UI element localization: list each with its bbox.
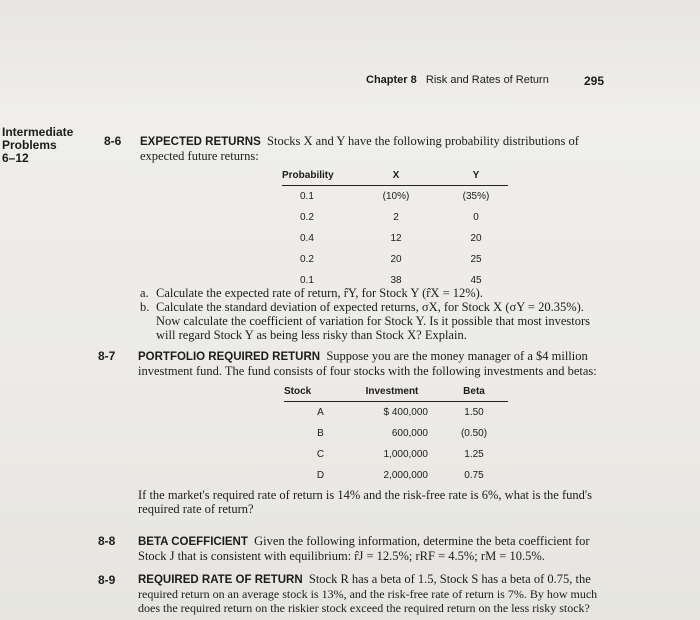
table-cell: 0.2 <box>300 254 314 265</box>
table-cell: 25 <box>470 254 482 265</box>
problem-8-7-question <box>138 488 688 516</box>
table-cell: 20 <box>470 233 482 244</box>
problem-8-6-questions <box>140 286 685 342</box>
table-cell: 0 <box>473 212 479 223</box>
table-header-y: Y <box>444 170 508 186</box>
page-number: 295 <box>584 74 605 88</box>
table-header-beta: Beta <box>440 386 508 402</box>
table-header-stock: Stock <box>284 386 344 402</box>
problem-8-9-title: REQUIRED RATE OF RETURN <box>138 574 303 586</box>
sidebar-line-2: Problems <box>2 138 57 152</box>
question-a-text: Calculate the expected rate of return, r̂Y, for Stock Y (r̂X = 12%). <box>156 286 483 300</box>
table-cell: 0.75 <box>464 470 484 481</box>
table-cell: A <box>317 407 324 418</box>
problem-8-7-intro <box>138 349 688 378</box>
problem-8-6-number: 8-6 <box>104 134 122 148</box>
chapter-label: Chapter 8 <box>366 74 417 86</box>
problem-8-6-intro-line1: Stocks X and Y have the following probability distributions of <box>267 134 579 148</box>
portfolio-table <box>284 386 508 486</box>
question-b-line2: Now calculate the coefficient of variation for Stock Y. Is it possible that most investors <box>156 314 591 328</box>
problem-8-7-intro-line1: Suppose you are the money manager of a $4 million <box>326 349 588 363</box>
problem-8-6-title: EXPECTED RETURNS <box>140 136 261 148</box>
running-header <box>366 74 549 86</box>
problem-8-9-line3: does the required return on the riskier stock exceed the required return on the less risky stock? <box>138 601 590 615</box>
table-header-investment: Investment <box>344 386 440 402</box>
table-row <box>282 228 508 249</box>
table-header-probability: Probability <box>282 170 348 186</box>
table-cell: 600,000 <box>391 428 428 439</box>
table-cell: 12 <box>390 233 402 244</box>
table-cell: 2 <box>393 212 399 223</box>
table-cell: (10%) <box>382 191 410 202</box>
question-b-line3: will regard Stock Y as being less risky than Stock X? Explain. <box>156 328 467 342</box>
question-a-label: a. <box>140 286 149 300</box>
problem-8-8-line1: Given the following information, determine the beta coefficient for <box>254 534 590 548</box>
table-header-x: X <box>348 170 444 186</box>
table-row <box>284 444 508 465</box>
problem-8-7-number: 8-7 <box>98 349 116 363</box>
table-row <box>284 465 508 486</box>
problem-8-8-number: 8-8 <box>98 534 116 548</box>
table-cell: 0.2 <box>300 212 314 223</box>
table-row <box>282 249 508 270</box>
table-cell: 38 <box>390 275 402 286</box>
table-cell: 0.1 <box>300 275 314 286</box>
table-cell: 0.4 <box>300 233 314 244</box>
problem-8-7-question-line1: If the market's required rate of return is 14% and the risk-free rate is 6%, what is the fund's <box>138 488 592 502</box>
table-cell: $ 400,000 <box>383 407 428 418</box>
table-cell: (35%) <box>462 191 490 202</box>
question-b-line1: Calculate the standard deviation of expected returns, σX, for Stock X (σY = 20.35%). <box>156 300 584 314</box>
problem-8-7-title: PORTFOLIO REQUIRED RETURN <box>138 351 321 363</box>
table-row <box>284 423 508 444</box>
problem-8-8-title: BETA COEFFICIENT <box>138 536 248 548</box>
table-cell: 2,000,000 <box>383 470 428 481</box>
problem-8-6-intro <box>140 134 685 163</box>
problem-8-9-body <box>138 572 693 615</box>
question-b-label: b. <box>140 300 150 314</box>
table-cell: 1.25 <box>464 449 484 460</box>
table-cell: 1.50 <box>464 407 484 418</box>
table-cell: 20 <box>390 254 402 265</box>
problem-8-8-body <box>138 534 688 563</box>
chapter-title: Risk and Rates of Return <box>425 74 549 86</box>
table-cell: C <box>316 449 325 460</box>
sidebar-line-3: 6–12 <box>2 151 29 165</box>
sidebar-line-1: Intermediate <box>2 125 74 139</box>
probability-distribution-table <box>282 170 508 291</box>
table-cell: 1,000,000 <box>383 449 428 460</box>
problem-8-9-number: 8-9 <box>98 573 116 587</box>
table-cell: (0.50) <box>460 428 488 439</box>
table-cell: 45 <box>470 275 482 286</box>
table-cell: D <box>316 470 325 481</box>
problem-8-6-intro-line2: expected future returns: <box>140 149 259 163</box>
problem-8-9-line1: Stock R has a beta of 1.5, Stock S has a beta of 0.75, the <box>308 572 591 586</box>
table-row <box>282 207 508 228</box>
problem-8-7-question-line2: required rate of return? <box>138 502 254 516</box>
sidebar-heading <box>2 126 73 165</box>
problem-8-7-intro-line2: investment fund. The fund consists of four stocks with the following investments and betas: <box>138 364 597 378</box>
problem-8-9-line2: required return on an average stock is 13%, and the risk-free rate of return is 7%. By how much <box>138 587 598 601</box>
table-row <box>282 186 508 208</box>
table-row <box>284 402 508 424</box>
table-cell: B <box>317 428 324 439</box>
table-cell: 0.1 <box>300 191 314 202</box>
problem-8-8-line2: Stock J that is consistent with equilibrium: r̂J = 12.5%; rRF = 4.5%; rM = 10.5%. <box>138 549 545 563</box>
